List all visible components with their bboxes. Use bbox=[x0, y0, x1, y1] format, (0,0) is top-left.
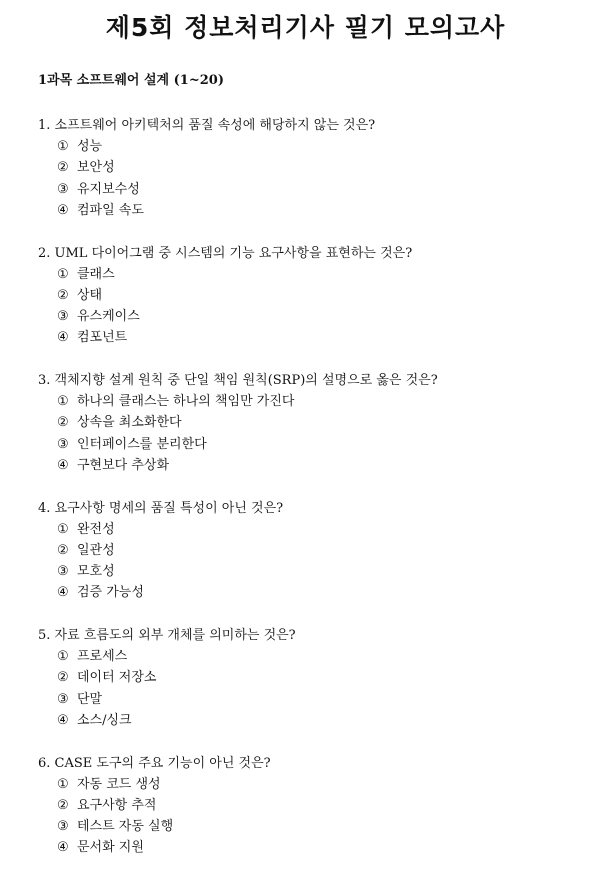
option-1 bbox=[57, 264, 598, 285]
option-number: ④ bbox=[57, 837, 77, 858]
option-list bbox=[38, 646, 598, 731]
option-4 bbox=[57, 710, 598, 731]
option-number: ② bbox=[57, 795, 77, 816]
option-number: ① bbox=[57, 774, 77, 795]
option-4 bbox=[57, 582, 598, 603]
question-6 bbox=[38, 753, 598, 880]
option-text: 컴포넌트 bbox=[77, 330, 127, 345]
option-number: ③ bbox=[57, 816, 77, 837]
option-1 bbox=[57, 136, 598, 157]
option-text: 구현보다 추상화 bbox=[77, 458, 169, 473]
option-number: ② bbox=[57, 540, 77, 561]
option-text: 일관성 bbox=[77, 543, 115, 558]
option-number: ④ bbox=[57, 455, 77, 476]
question-2 bbox=[38, 243, 598, 371]
question-text: 3. 객체지향 설계 원칙 중 단일 책임 원칙(SRP)의 설명으로 옳은 것은? bbox=[38, 370, 598, 391]
option-number: ③ bbox=[57, 434, 77, 455]
option-1 bbox=[57, 519, 598, 540]
option-list bbox=[38, 774, 598, 859]
option-number: ① bbox=[57, 646, 77, 667]
option-text: 완전성 bbox=[77, 522, 115, 537]
option-text: 모호성 bbox=[77, 564, 115, 579]
option-number: ① bbox=[57, 519, 77, 540]
option-number: ④ bbox=[57, 582, 77, 603]
option-2 bbox=[57, 540, 598, 561]
question-3 bbox=[38, 370, 598, 498]
option-text: 소스/싱크 bbox=[77, 713, 132, 728]
option-2 bbox=[57, 285, 598, 306]
option-number: ④ bbox=[57, 327, 77, 348]
question-5 bbox=[38, 625, 598, 753]
option-text: 검증 가능성 bbox=[77, 585, 144, 600]
question-text: 1. 소프트웨어 아키텍처의 품질 속성에 해당하지 않는 것은? bbox=[38, 115, 598, 136]
option-number: ③ bbox=[57, 306, 77, 327]
option-3 bbox=[57, 689, 598, 710]
option-text: 유스케이스 bbox=[77, 309, 140, 324]
option-number: ④ bbox=[57, 710, 77, 731]
option-text: 상속을 최소화한다 bbox=[77, 415, 182, 430]
option-list bbox=[38, 136, 598, 221]
option-text: 프로세스 bbox=[77, 649, 127, 664]
question-text: 6. CASE 도구의 주요 기능이 아닌 것은? bbox=[38, 753, 598, 774]
option-number: ① bbox=[57, 264, 77, 285]
question-4 bbox=[38, 498, 598, 626]
question-1 bbox=[38, 115, 598, 243]
option-text: 단말 bbox=[77, 692, 102, 707]
option-1 bbox=[57, 391, 598, 412]
section-heading: 1과목 소프트웨어 설계 (1~20) bbox=[38, 72, 224, 90]
option-3 bbox=[57, 816, 598, 837]
option-3 bbox=[57, 179, 598, 200]
option-2 bbox=[57, 157, 598, 178]
option-text: 자동 코드 생성 bbox=[77, 777, 161, 792]
option-number: ① bbox=[57, 136, 77, 157]
option-list bbox=[38, 264, 598, 349]
option-3 bbox=[57, 561, 598, 582]
option-number: ② bbox=[57, 667, 77, 688]
option-text: 데이터 저장소 bbox=[77, 670, 156, 685]
option-number: ② bbox=[57, 157, 77, 178]
option-number: ③ bbox=[57, 179, 77, 200]
option-text: 보안성 bbox=[77, 160, 115, 175]
option-text: 인터페이스를 분리한다 bbox=[77, 437, 207, 452]
option-text: 요구사항 추적 bbox=[77, 798, 156, 813]
option-3 bbox=[57, 434, 598, 455]
option-list bbox=[38, 391, 598, 476]
option-text: 하나의 클래스는 하나의 책임만 가진다 bbox=[77, 394, 294, 409]
option-text: 문서화 지원 bbox=[77, 840, 144, 855]
option-number: ③ bbox=[57, 689, 77, 710]
option-3 bbox=[57, 306, 598, 327]
option-number: ④ bbox=[57, 200, 77, 221]
option-4 bbox=[57, 327, 598, 348]
option-text: 상태 bbox=[77, 288, 102, 303]
option-number: ② bbox=[57, 412, 77, 433]
question-text: 5. 자료 흐름도의 외부 개체를 의미하는 것은? bbox=[38, 625, 598, 646]
option-1 bbox=[57, 774, 598, 795]
option-number: ① bbox=[57, 391, 77, 412]
option-4 bbox=[57, 200, 598, 221]
option-list bbox=[38, 519, 598, 604]
question-list bbox=[38, 115, 598, 880]
option-number: ③ bbox=[57, 561, 77, 582]
option-text: 테스트 자동 실행 bbox=[77, 819, 173, 834]
option-1 bbox=[57, 646, 598, 667]
question-text: 4. 요구사항 명세의 품질 특성이 아닌 것은? bbox=[38, 498, 598, 519]
option-2 bbox=[57, 795, 598, 816]
option-4 bbox=[57, 837, 598, 858]
option-text: 컴파일 속도 bbox=[77, 203, 144, 218]
option-text: 성능 bbox=[77, 139, 102, 154]
option-text: 유지보수성 bbox=[77, 182, 140, 197]
option-2 bbox=[57, 667, 598, 688]
exam-title: 제5회 정보처리기사 필기 모의고사 bbox=[0, 12, 611, 44]
option-text: 클래스 bbox=[77, 267, 115, 282]
option-4 bbox=[57, 455, 598, 476]
option-number: ② bbox=[57, 285, 77, 306]
option-2 bbox=[57, 412, 598, 433]
question-text: 2. UML 다이어그램 중 시스템의 기능 요구사항을 표현하는 것은? bbox=[38, 243, 598, 264]
